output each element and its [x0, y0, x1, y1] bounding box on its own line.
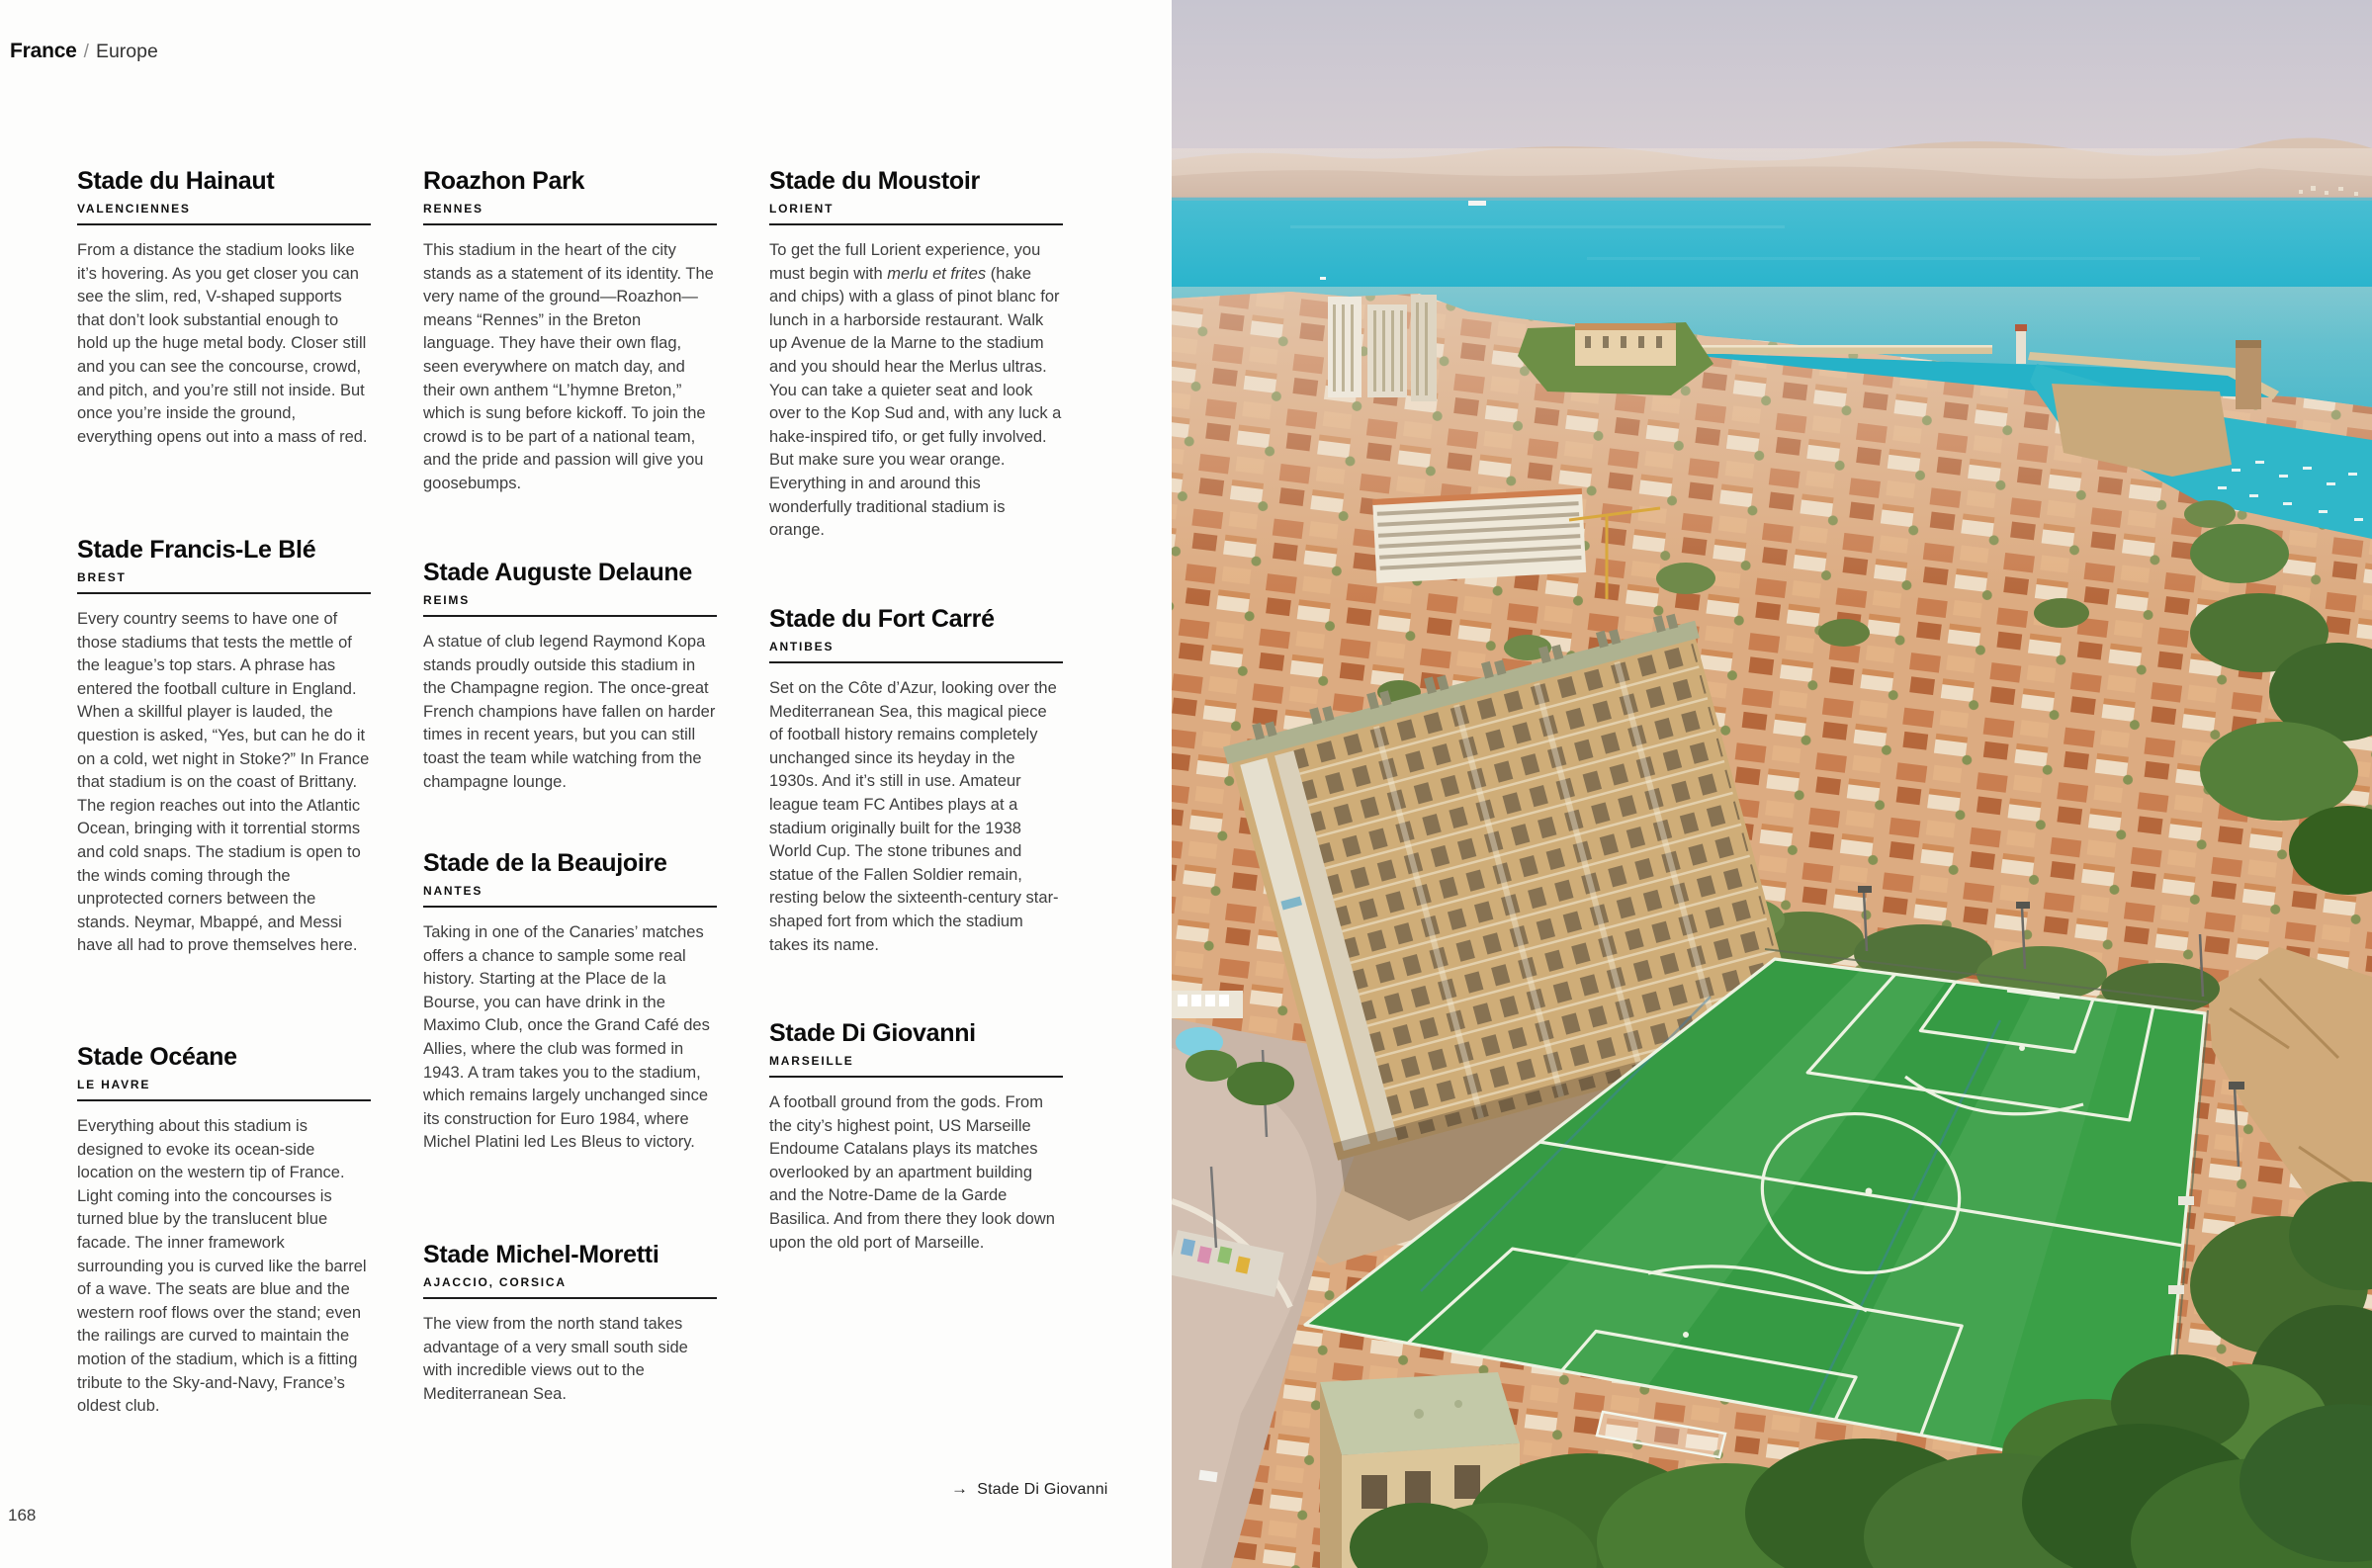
divider-rule — [423, 223, 717, 225]
stadium-city: AJACCIO, CORSICA — [423, 1275, 567, 1289]
stadium-title: Stade du Fort Carré — [769, 605, 995, 633]
stadium-body: Everything about this stadium is designed to evoke its ocean-side location on the western tip of France. Light coming into the concourses is turned blue by the translucent blue facade. The inner framework surrounding you is curved like the barrel of a wave. The seats are blue and the western roof flows over the stand; even the railings are curved to maintain the motion of the stadium, which is a fitting tribute to the Sky-and-Navy, France’s oldest club. — [77, 1117, 367, 1416]
stadium-entry-di-giovanni — [769, 1020, 1063, 1255]
divider-rule — [769, 661, 1063, 663]
stadium-title: Stade du Hainaut — [77, 167, 275, 195]
divider-rule — [77, 592, 371, 594]
marseille-aerial-photo — [1172, 0, 2372, 1568]
breadcrumb-region: Europe — [95, 41, 158, 62]
stadium-city: BREST — [77, 570, 127, 584]
stadium-body — [769, 239, 1063, 543]
left-highrises — [1328, 295, 1437, 401]
white-slab-building — [1372, 488, 1586, 583]
divider-rule — [423, 1297, 717, 1299]
divider-rule — [423, 906, 717, 908]
stadium-title: Stade de la Beaujoire — [423, 849, 667, 877]
photo-caption — [951, 1479, 1108, 1499]
stadium-city: ANTIBES — [769, 640, 835, 653]
stadium-city: RENNES — [423, 202, 483, 216]
stadium-entry-fort-carre — [769, 606, 1063, 957]
stadium-body: Set on the Côte d’Azur, looking over the Mediterranean Sea, this magical piece of football history remains completely unchanged since its heyday in the 1930s. And it’s still in use. Amateur league team FC Antibes plays at a stadium originally built for the 1938 World Cup. The stone tribunes and statue of the Fallen Soldier remain, resting below the sixteenth-century star-shaped fort from which the stadium takes its name. — [769, 679, 1059, 954]
divider-rule — [769, 1076, 1063, 1078]
stadium-city: LORIENT — [769, 202, 835, 216]
body-run: (hake and chips) with a glass of pinot blanc for lunch in a harborside restaurant. Walk up Avenue de la Marne to the stadium and you should hear the Merlus ultras. You can take a quieter seat and look over to the Kop Sud and, with any luck a hake-inspired tifo, or get fully involved. But make sure you wear orange. Everything in and around this wonderfully traditional stadium is orange. — [769, 264, 1062, 540]
breadcrumb-separator: / — [83, 42, 89, 62]
ferry-boat — [1468, 201, 1486, 206]
stadium-body: This stadium in the heart of the city stands as a statement of its identity. The very name of the ground—Roazhon—means “Rennes” in the Breton language. They have their own flag, seen everywhere on match day, and their own anthem “L’hymne Breton,” which is sung before kickoff. To join the crowd is to be part of a national team, and the pride and passion will give you goosebumps. — [423, 241, 714, 492]
stadium-body: A football ground from the gods. From the city’s highest point, US Marseille Endoume Catalans plays its matches overlooked by an apartment building and the Notre-Dame de la Garde Basilica. And from there they look down upon the old port of Marseille. — [769, 1093, 1055, 1252]
marseille-photo-svg — [1172, 0, 2372, 1568]
stadium-entry-hainaut — [77, 168, 371, 449]
divider-rule — [77, 1099, 371, 1101]
stadium-entry-moustoir — [769, 168, 1063, 543]
stadium-title: Stade Michel-Moretti — [423, 1241, 659, 1268]
stadium-entry-beaujoire — [423, 850, 717, 1155]
stadium-city: LE HAVRE — [77, 1078, 151, 1091]
stadium-title: Stade Di Giovanni — [769, 1019, 976, 1047]
divider-rule — [769, 223, 1063, 225]
breadcrumb — [10, 40, 158, 63]
body-run-italic: merlu et frites — [887, 264, 987, 283]
arrow-right-icon: → — [951, 1479, 969, 1498]
stadium-entry-oceane — [77, 1044, 371, 1419]
stadium-body: A statue of club legend Raymond Kopa stands proudly outside this stadium in the Champagne region. The once-great French champions have fallen on harder times in recent years, but you can still toast the team while watching from the champagne lounge. — [423, 633, 716, 791]
stadium-entry-roazhon — [423, 168, 717, 496]
divider-rule — [423, 615, 717, 617]
page-number: 168 — [8, 1506, 37, 1524]
stadium-city: NANTES — [423, 884, 483, 898]
stadium-body: Every country seems to have one of those stadiums that tests the mettle of the league’s top stars. A phrase has entered the football culture in England. When a skillful player is lauded, the question is asked, “Yes, but can he do it on a cold, wet night in Stoke?” In France that stadium is on the coast of Brittany. The region reaches out into the Atlantic Ocean, bringing with it torrential storms and cold snaps. The stadium is open to the winds coming through the unprotected corners between the stands. Neymar, Mbappé, and Messi have all had to prove themselves here. — [77, 610, 370, 955]
stadium-city: MARSEILLE — [769, 1054, 854, 1068]
lighthouse — [2015, 324, 2027, 364]
divider-rule — [77, 223, 371, 225]
stadium-title: Stade Francis-Le Blé — [77, 536, 316, 564]
stadium-city: VALENCIENNES — [77, 202, 191, 216]
stadium-city: REIMS — [423, 593, 471, 607]
pharo-palace — [1518, 322, 1713, 395]
stadium-body: From a distance the stadium looks like it’s hovering. As you get closer you can see the slim, red, V-shaped supports that don’t look substantial enough to hold up the huge metal body. Closer still and you can see the concourse, crowd, and pitch, and you’re still not inside. But once you’re inside the ground, everything opens out into a mass of red. — [77, 241, 368, 446]
stadium-entry-delaune — [423, 560, 717, 794]
stadium-body: Taking in one of the Canaries’ matches offers a chance to sample some real history. Starting at the Place de la Bourse, you can have drink in the Maximo Club, once the Grand Café des Allies, where the club was formed in 1943. A tram takes you to the stadium, which remains largely unchanged since its construction for Euro 1984, where Michel Platini led Les Bleus to victory. — [423, 923, 710, 1152]
stadium-title: Stade Auguste Delaune — [423, 559, 692, 586]
body-run: To get the full Lorient experience, you must begin with — [769, 241, 1041, 283]
stadium-title: Roazhon Park — [423, 167, 585, 195]
stadium-title: Stade du Moustoir — [769, 167, 980, 195]
photo-caption-label: Stade Di Giovanni — [977, 1481, 1108, 1498]
stadium-entry-francis-le-ble — [77, 537, 371, 958]
breadcrumb-country: France — [10, 40, 77, 62]
stadium-body: The view from the north stand takes advantage of a very small south side with incredible views out to the Mediterranean Sea. — [423, 1315, 688, 1403]
stadium-title: Stade Océane — [77, 1043, 237, 1071]
stadium-entry-michel-moretti — [423, 1242, 717, 1406]
